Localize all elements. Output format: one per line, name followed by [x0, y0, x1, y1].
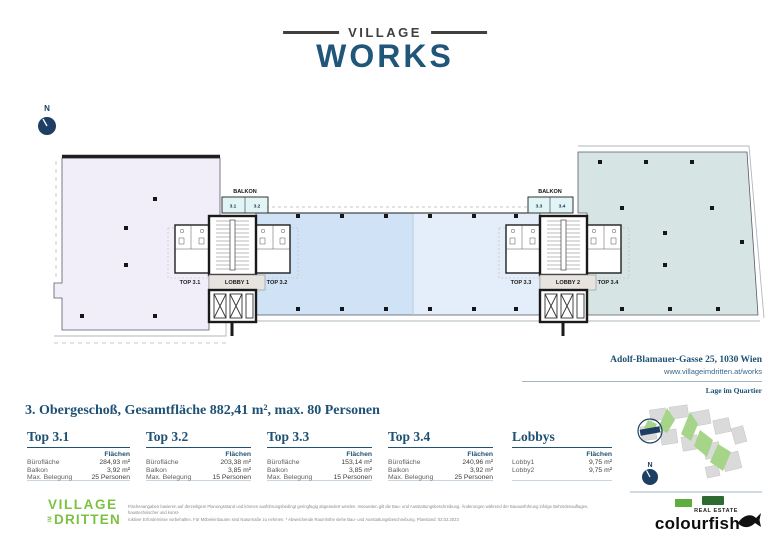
balkon-left — [222, 189, 268, 213]
row-value: 3,85 m² — [227, 466, 251, 474]
page-title: 3. Obergeschoß, Gesamtfläche 882,41 m², max. 80 Personen — [25, 403, 380, 418]
address-line: Adolf-Blamauer-Gasse 25, 1030 Wien — [610, 355, 762, 365]
balkon-right-cell-2: 3.4 — [558, 204, 566, 210]
unit-card-lobbys — [512, 430, 612, 481]
row-label: Max. Belegung — [388, 474, 434, 482]
unit-name: Top 3.4 — [388, 429, 431, 444]
balkon-right-cell-1: 3.3 — [535, 204, 543, 210]
unit-card-top-3-3 — [267, 430, 372, 481]
disclaimer-line-1: Flächenangaben basieren auf derzeitigem Planungsstand und können ausführungsbedingt geringfügig abgeändert werden. Insoweiten gilt die Bau- und Ausstattungsbeschreibung. Änderungen während der Bauausführung infolge Behördenauflagen, haustechnischer und konst- — [128, 504, 589, 516]
colourfish-logo — [626, 495, 762, 532]
row-label: Max. Belegung — [267, 474, 313, 482]
disclaimer-text — [128, 504, 620, 523]
label-top-3-4: TOP 3.4 — [597, 280, 619, 286]
core-2-elevator-block — [540, 290, 587, 322]
compass-label: N — [44, 104, 50, 113]
quartier-map — [628, 398, 768, 494]
colourfish-green-badge — [702, 496, 724, 505]
real-estate-tagline: REAL ESTATE — [694, 508, 738, 514]
row-value: 15 Personen — [212, 474, 251, 482]
row-value: 240,96 m² — [462, 458, 493, 466]
unit-area-header: Flächen — [346, 450, 372, 458]
row-label: Balkon — [27, 466, 48, 474]
row-label: Balkon — [388, 466, 409, 474]
row-label: Max. Belegung — [27, 474, 73, 482]
row-label: Bürofläche — [27, 458, 60, 466]
row-value: 3,92 m² — [469, 466, 493, 474]
brand-village-text: VILLAGE — [48, 497, 118, 512]
map-label: Lage im Quartier — [705, 386, 762, 395]
balkon-left-label: BALKON — [233, 189, 257, 195]
balkon-right — [528, 189, 573, 213]
unit-area-header: Flächen — [586, 450, 612, 458]
row-label: Bürofläche — [267, 458, 300, 466]
unit-card-top-3-1 — [27, 430, 130, 481]
website-url[interactable]: www.villageimdritten.at/works — [664, 367, 762, 376]
label-top-3-2: TOP 3.2 — [266, 280, 288, 286]
address-divider — [522, 381, 762, 382]
balkon-left-cell-2: 3.2 — [253, 204, 261, 210]
row-label: Bürofläche — [388, 458, 421, 466]
row-value: 15 Personen — [333, 474, 372, 482]
unit-area-header: Flächen — [467, 450, 493, 458]
unit-name: Top 3.3 — [267, 429, 310, 444]
row-label: Balkon — [146, 466, 167, 474]
map-compass — [642, 462, 658, 485]
map-compass-label: N — [647, 462, 653, 469]
row-value: 153,14 m² — [341, 458, 372, 466]
unit-area-header: Flächen — [225, 450, 251, 458]
fish-icon — [738, 511, 762, 531]
compass-north — [38, 104, 56, 135]
balkon-left-cell-1: 3.1 — [229, 204, 237, 210]
label-lobby-2: LOBBY 2 — [555, 280, 581, 286]
unit-name: Lobbys — [512, 429, 555, 444]
brand-dritten-text: DRITTEN — [54, 511, 121, 527]
row-value: 3,85 m² — [348, 466, 372, 474]
label-top-3-1: TOP 3.1 — [179, 280, 201, 286]
disclaimer-line-2: ruktiver Erfordernisse vorbehalten. Für Möbeleinbauten sind Naturmaße zu nehmen. * Abweichende Raumhöhe siehe Bau- und Ausstattungsbeschreibung. Planstand: 03.02.2023 — [128, 516, 459, 522]
row-value: 25 Personen — [454, 474, 493, 482]
row-value: 25 Personen — [91, 474, 130, 482]
unit-card-top-3-2 — [146, 430, 251, 481]
row-value: 3,92 m² — [106, 466, 130, 474]
logo-village-text: VILLAGE — [348, 25, 422, 40]
unit-name: Top 3.1 — [27, 429, 70, 444]
row-label: Lobby1 — [512, 458, 535, 466]
balkon-right-label: BALKON — [538, 189, 562, 195]
logo-works-text: WORKS — [316, 38, 454, 74]
row-label: Lobby2 — [512, 466, 535, 474]
row-value: 9,75 m² — [588, 458, 612, 466]
label-top-3-3: TOP 3.3 — [510, 280, 532, 286]
unit-zones — [54, 152, 758, 330]
village-im-dritten-logo — [48, 498, 121, 526]
row-label: Balkon — [267, 466, 288, 474]
address-block — [522, 355, 762, 395]
colourfish-green-accent — [675, 499, 692, 507]
row-value: 203,38 m² — [220, 458, 251, 466]
unit-area-header: Flächen — [104, 450, 130, 458]
unit-name: Top 3.2 — [146, 429, 189, 444]
unit-card-top-3-4 — [388, 430, 493, 481]
row-value: 9,75 m² — [588, 466, 612, 474]
row-value: 284,93 m² — [99, 458, 130, 466]
row-label: Bürofläche — [146, 458, 179, 466]
core-1-elevator-block — [209, 290, 256, 322]
colourfish-wordmark: colourfish — [654, 514, 740, 533]
label-lobby-1: LOBBY 1 — [224, 280, 250, 286]
row-label: Max. Belegung — [146, 474, 192, 482]
brand-im-text: IM — [47, 515, 54, 523]
